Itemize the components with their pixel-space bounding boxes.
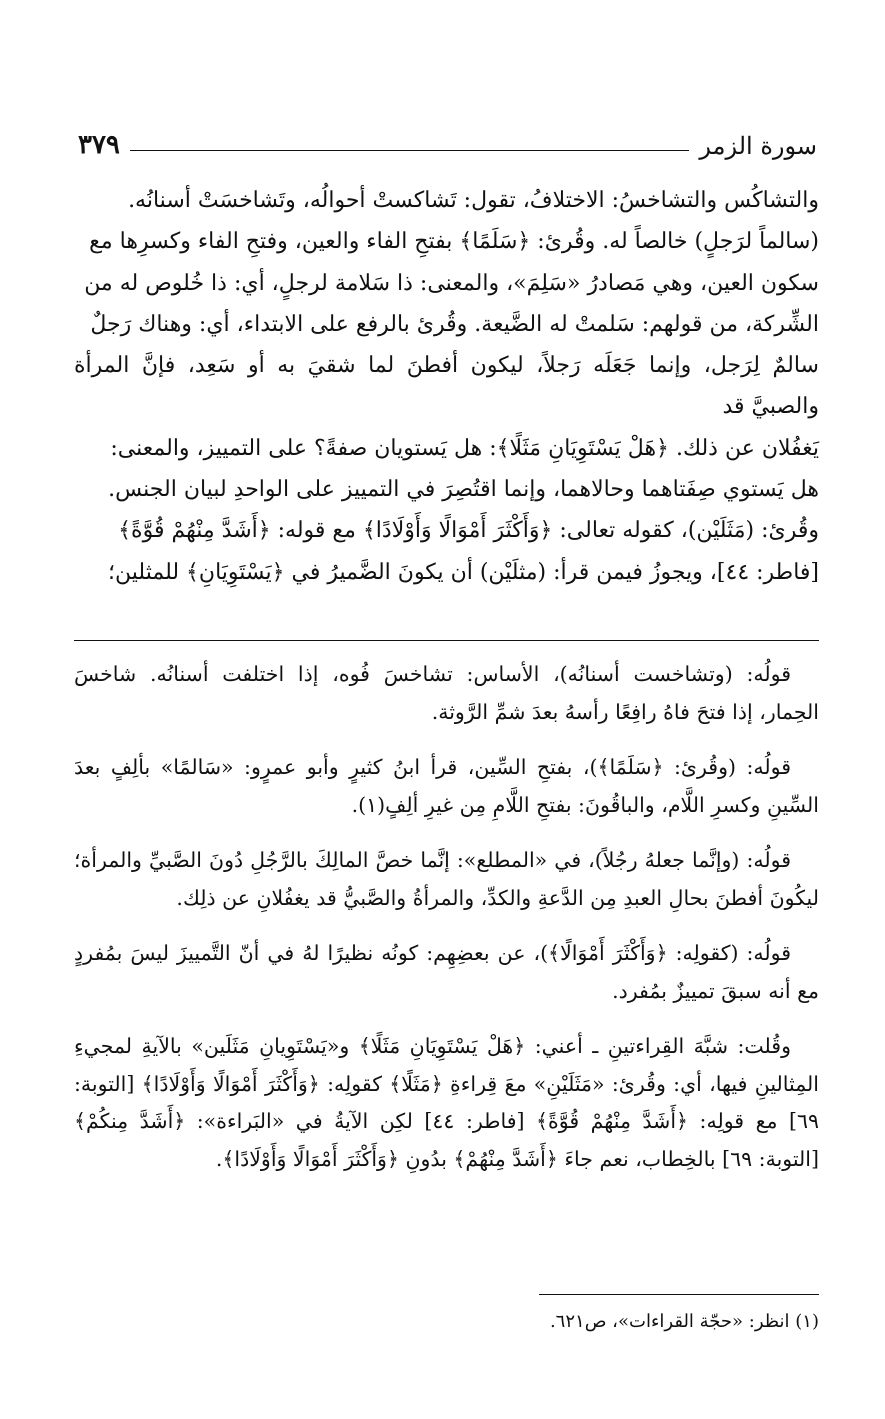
- main-text-line: والتشاكُس والتشاخسُ: الاختلافُ، تقول: تَشاكستْ أحوالُه، وتَشاخسَتْ أسنانُه.: [128, 188, 819, 213]
- commentary-paragraph: وقُلت: شبَّهَ القِراءتينِ ـ أعني: ﴿هَلْ يَسْتَوِيَانِ مَثَلًا﴾ و«يَسْتَوِيانِ مَثَلَين» بالآيةِ لمجيءِ المِثالينِ فيها، أي: وقُرئ: «مَثَلَيْنِ» معَ قِراءةِ ﴿مَثَلًا﴾ كقولِه: ﴿وَأَكْثَرَ أَمْوَالًا وَأَوْلَادًا﴾ [التوبة: ٦٩] مع قولِه: ﴿أَشَدَّ مِنْهُمْ قُوَّةً﴾ [فاطر: ٤٤] لكِن الآيةُ في «البَراءة»: ﴿أَشَدَّ مِنكُمْ﴾ [التوبة: ٦٩] بالخِطاب، نعم جاءَ ﴿أَشَدَّ مِنْهُمْ﴾ بدُونِ ﴿وَأَكْثَرَ أَمْوَالًا وَأَوْلَادًا﴾.: [74, 1034, 820, 1171]
- main-text-line: هل يَستوي صِفَتاهما وحالاهما، وإنما اقتُصِرَ في التمييز على الواحدِ لبيان الجنس.: [108, 477, 819, 503]
- main-text-line: يَغفُلان عن ذلك. ﴿هَلْ يَسْتَوِيَانِ مَثَلًا﴾: هل يَستويان صفةً؟ على التمييز، والمعنى:: [110, 435, 819, 461]
- main-text: [74, 180, 819, 593]
- surah-title: سورة الزمر: [699, 132, 817, 160]
- section-separator: [74, 640, 819, 641]
- page-header: [78, 112, 817, 158]
- main-text-line: الشِّركة، من قولهم: سَلمتْ له الضَّيعة. وقُرئ بالرفع على الابتداء، أي: وهناك رَجلٌ: [90, 311, 819, 337]
- commentary: [74, 656, 819, 1178]
- main-text-line: سكون العين، وهي مَصادرُ «سَلِمَ»، والمعنى: ذا سَلامة لرجلٍ، أي: ذا خُلوص له من: [84, 270, 819, 296]
- footnote: (١) انظر: «حجّة القراءات»، ص٦٢١.: [549, 1311, 819, 1332]
- commentary-paragraph: قولُه: (وقُرئ: ﴿سَلَمًا﴾)، بفتحِ السِّين، قرأ ابنُ كثيرٍ وأبو عمرٍو: «سَالمًا» بألِفٍ بعدَ السِّينِ وكسرِ اللَّام، والباقُونَ: بفتحِ اللَّامِ مِن غيرِ ألِفٍ(١).: [74, 755, 819, 817]
- header-rule: [130, 150, 689, 151]
- main-text-line: [فاطر: ٤٤]، ويجوزُ فيمن قرأ: (مثلَيْن) أن يكونَ الضَّميرُ في ﴿يَسْتَوِيَانِ﴾ للمثلين؛: [108, 559, 819, 585]
- main-text-line: (سالماً لرَجلٍ) خالصاً له. وقُرئ: ﴿سَلَمًا﴾ بفتحِ الفاء والعين، وفتحِ الفاء وكسرِها مع: [89, 229, 819, 255]
- commentary-paragraph: قولُه: (وإنَّما جعلهُ رجُلاً)، في «المطلع»: إنَّما خصَّ المالِكَ بالرَّجُلِ دُونَ الصَّبيِّ والمرأة؛ ليكُونَ أفطنَ بحالِ العبدِ مِن الدَّعةِ والكدِّ، والمرأةُ والصَّبيُّ قد يغفُلانِ عن ذلِك.: [74, 848, 819, 910]
- main-text-line: سالمٌ لِرَجل، وإنما جَعَلَه رَجلاً، ليكون أفطنَ لما شقيَ به أو سَعِد، فإنَّ المرأة والصبيَّ قد: [74, 353, 819, 420]
- commentary-paragraph: قولُه: (كقولِه: ﴿وَأَكْثَرَ أَمْوَالًا﴾)، عن بعضِهِم: كونُه نظيرًا لهُ في أنّ التَّمييزَ ليسَ بمُفردٍ مع أنه سبقَ تمييزٌ بمُفرد.: [74, 941, 819, 1003]
- commentary-paragraph: قولُه: (وتشاخست أسنانُه)، الأساس: تشاخسَ فُوه، إذا اختلفت أسنانُه. شاخسَ الحِمار، إذا فتحَ فاهُ رافِعًا رأسهُ بعدَ شمِّ الرَّوثة.: [74, 662, 819, 724]
- main-text-line: وقُرئ: (مَثَلَيْن)، كقوله تعالى: ﴿وَأَكْثَرَ أَمْوَالًا وَأَوْلَادًا﴾ مع قوله: ﴿أَشَدَّ مِنْهُمْ قُوَّةً﴾: [118, 518, 819, 544]
- footnote-rule: [539, 1294, 819, 1295]
- page-number: ٣٧٩: [78, 130, 120, 160]
